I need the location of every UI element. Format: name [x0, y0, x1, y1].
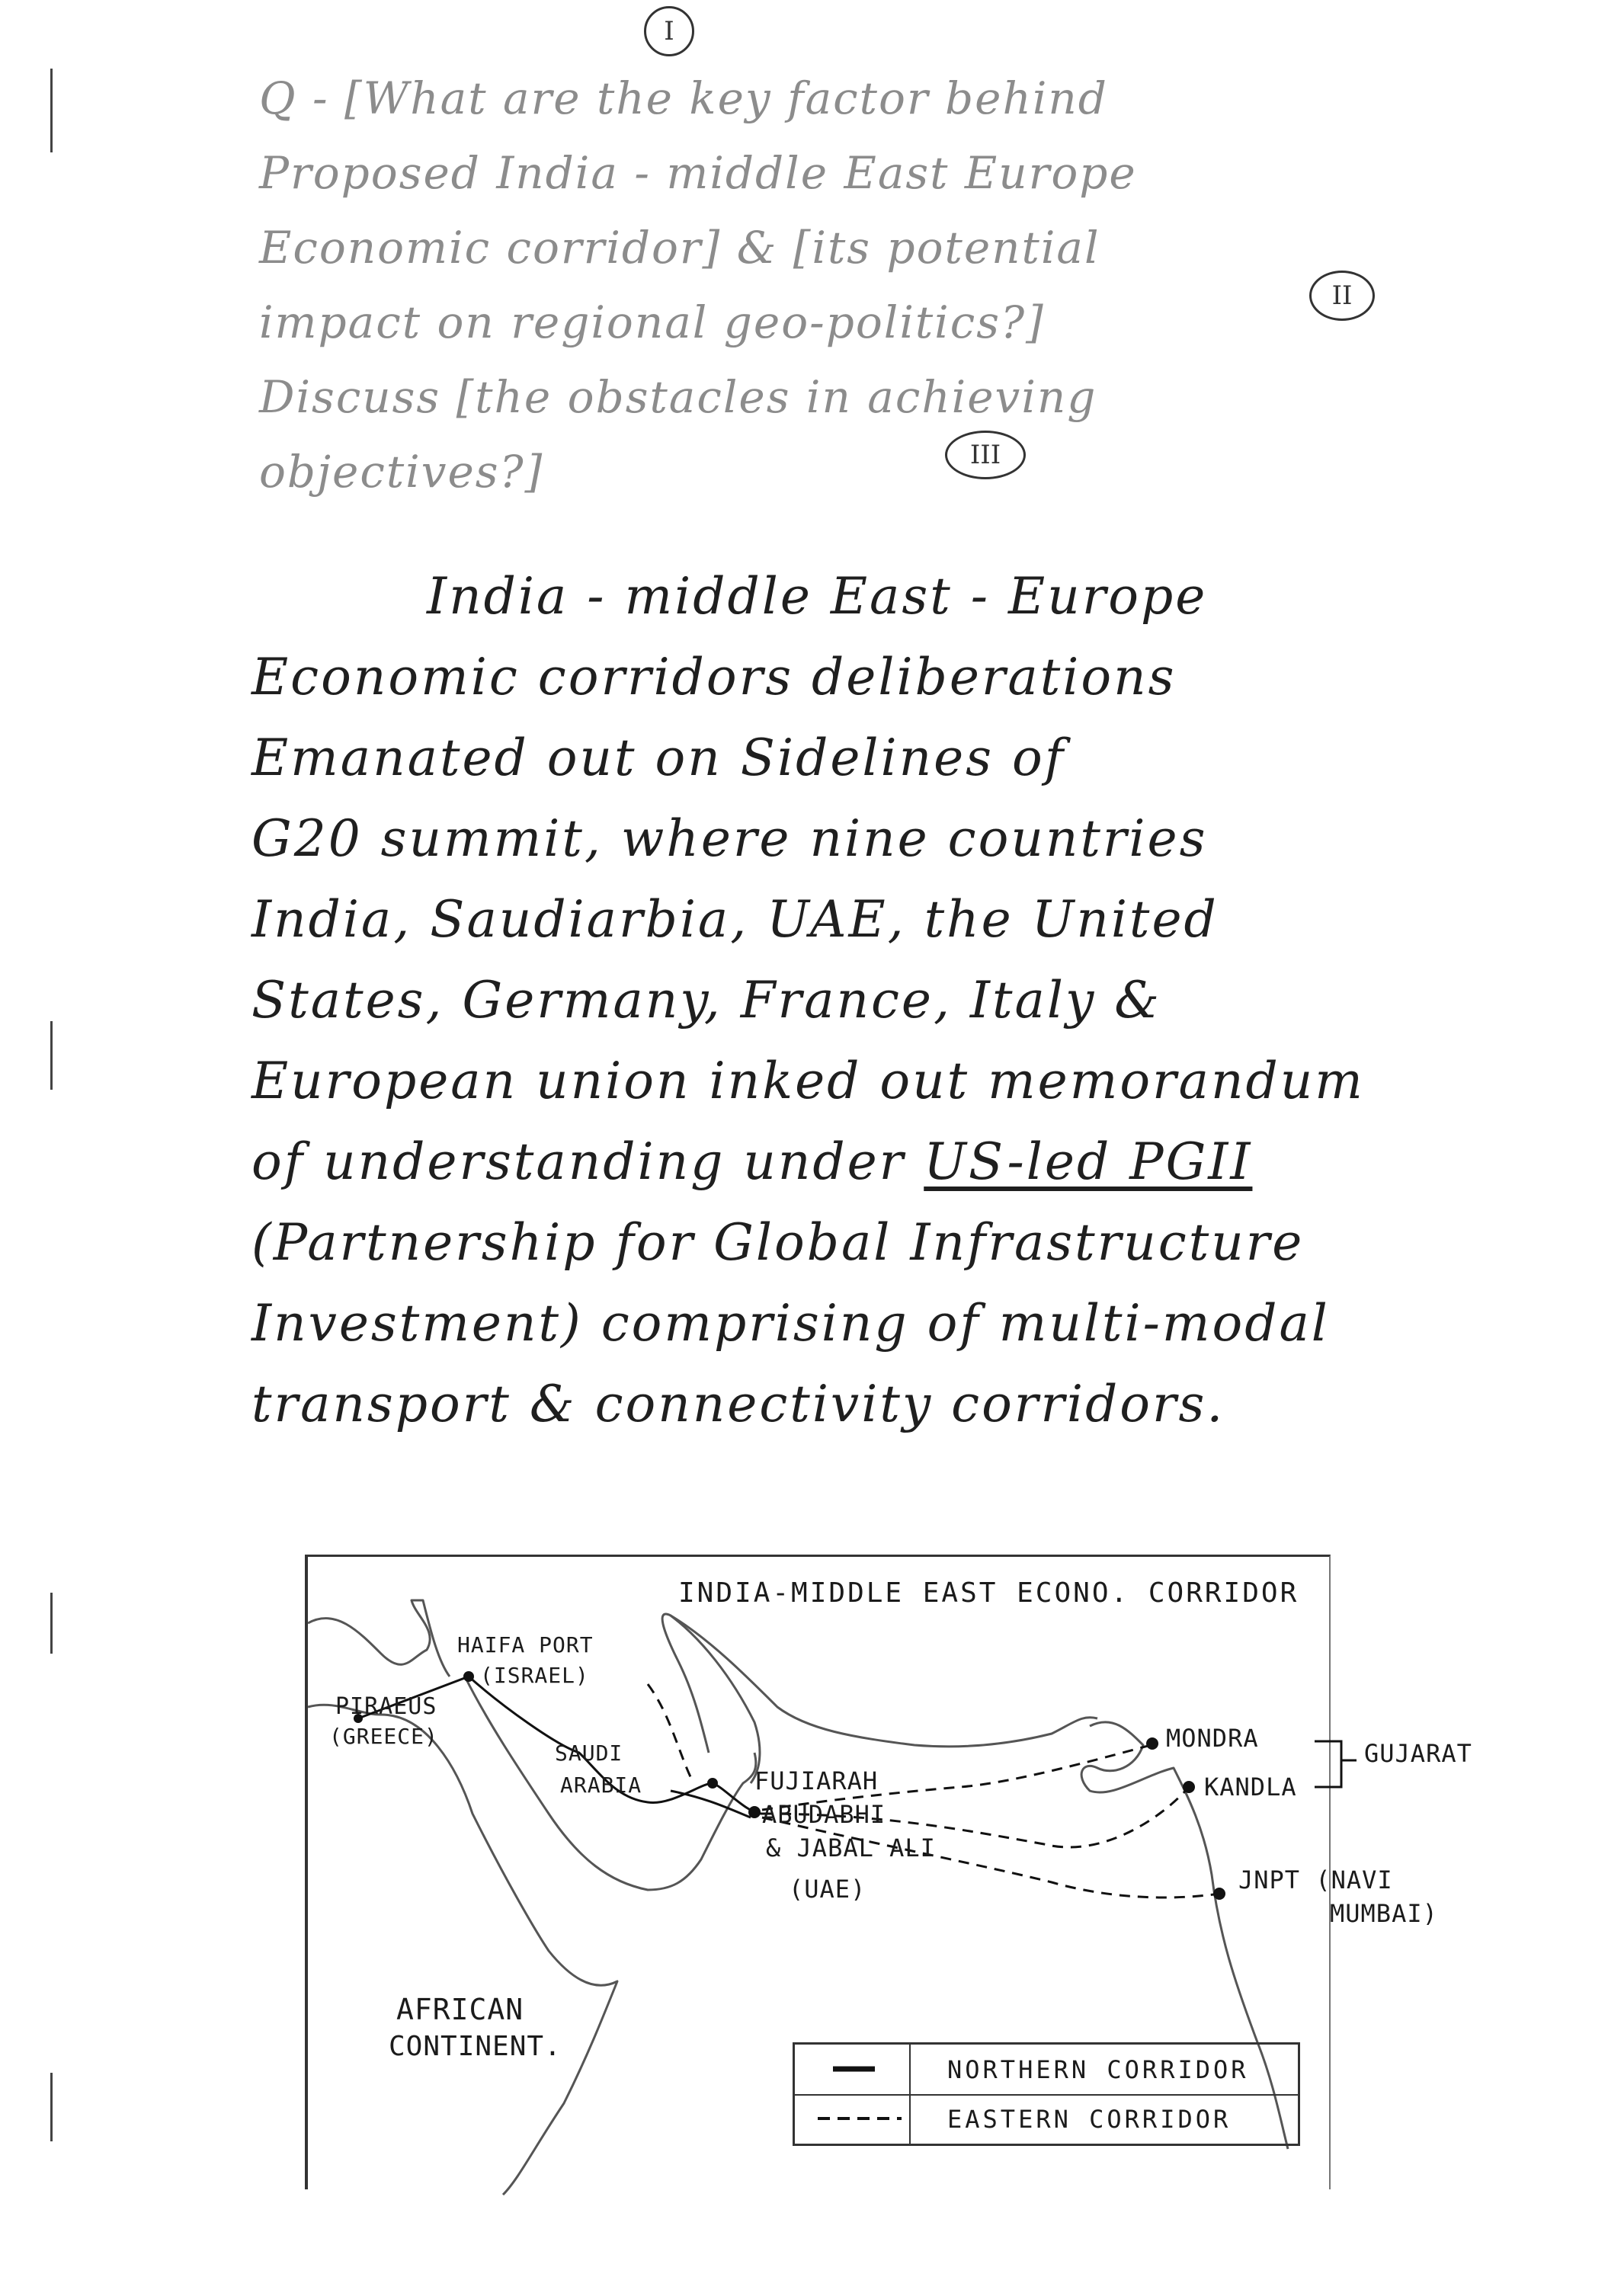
underlined-phrase: US-led PGII — [924, 1132, 1253, 1191]
label-greece: (GREECE) — [329, 1724, 438, 1749]
label-piraeus: PIRAEUS — [335, 1693, 437, 1720]
question-line: Q - [What are the key factor behind — [259, 72, 1108, 124]
marker-i: I — [644, 6, 694, 56]
coastline-gulf — [662, 1614, 760, 1783]
label-haifa: HAIFA PORT — [457, 1632, 594, 1657]
answer-line: Economic corridors deliberations — [251, 648, 1177, 706]
answer-line: Investment) comprising of multi-modal — [251, 1294, 1330, 1353]
label-gujarat: GUJARAT — [1364, 1739, 1472, 1768]
port-dot-abudhabi — [748, 1806, 761, 1818]
question-line: Discuss [the obstacles in achieving — [259, 371, 1097, 423]
answer-line: G20 summit, where nine countries — [251, 809, 1208, 868]
port-dot-haifa — [463, 1671, 474, 1682]
legend-label: NORTHERN CORRIDOR — [947, 2055, 1249, 2084]
port-dot-mundra — [1146, 1737, 1158, 1750]
label-arabia: ARABIA — [560, 1773, 642, 1798]
solid-line-icon — [810, 2061, 909, 2077]
coastline-iran — [671, 1616, 1097, 1747]
port-dot-kandla — [1183, 1781, 1195, 1793]
answer-line: Emanated out on Sidelines of — [251, 729, 1066, 787]
question-line: impact on regional geo-politics?] — [259, 296, 1045, 348]
answer-line: European union inked out memorandum — [251, 1052, 1365, 1110]
dashed-line-icon — [810, 2111, 909, 2126]
map-legend — [793, 2042, 1300, 2146]
label-mondra: MONDRA — [1166, 1724, 1259, 1753]
legend-row — [795, 2094, 1298, 2144]
question-line: Proposed India - middle East Europe — [259, 147, 1137, 199]
answer-line: transport & connectivity corridors. — [251, 1375, 1225, 1433]
answer-line: of understanding under US-led PGII — [251, 1132, 1253, 1191]
legend-label: EASTERN CORRIDOR — [947, 2105, 1232, 2134]
marker-iii: III — [945, 431, 1026, 479]
answer-line: (Partnership for Global Infrastructure — [251, 1213, 1305, 1272]
eastern-corridor-route — [648, 1684, 693, 1783]
label-saudi: SAUDI — [555, 1741, 623, 1766]
label-jabalali: & JABAL ALI — [766, 1833, 936, 1862]
answer-line: States, Germany, France, Italy & — [251, 971, 1161, 1030]
question-line: objectives?] — [259, 446, 544, 498]
marker-ii: II — [1309, 271, 1375, 321]
label-uae: (UAE) — [789, 1875, 866, 1904]
legend-row — [795, 2045, 1298, 2096]
gujarat-bracket — [1315, 1741, 1357, 1787]
map-title: INDIA-MIDDLE EAST ECONO. CORRIDOR — [678, 1577, 1299, 1609]
label-kandla: KANDLA — [1204, 1773, 1297, 1801]
label-abudabhi: ABUDABHI — [762, 1800, 886, 1829]
answer-line: India, Saudiarbia, UAE, the United — [251, 890, 1219, 949]
label-african: AFRICAN — [396, 1993, 524, 2026]
label-fujiarah: FUJIARAH — [754, 1766, 879, 1795]
label-jnpt: JNPT (NAVI — [1238, 1865, 1393, 1894]
port-dot-fujairah — [707, 1778, 718, 1789]
answer-line: India - middle East - Europe — [427, 567, 1208, 626]
label-mumbai: MUMBAI) — [1330, 1899, 1438, 1928]
label-continent: CONTINENT. — [389, 2031, 562, 2062]
question-line: Economic corridor] & [its potential — [259, 222, 1100, 274]
port-dot-jnpt — [1213, 1888, 1225, 1900]
coastline-europe — [308, 1600, 450, 1677]
label-israel: (ISRAEL) — [480, 1663, 589, 1688]
